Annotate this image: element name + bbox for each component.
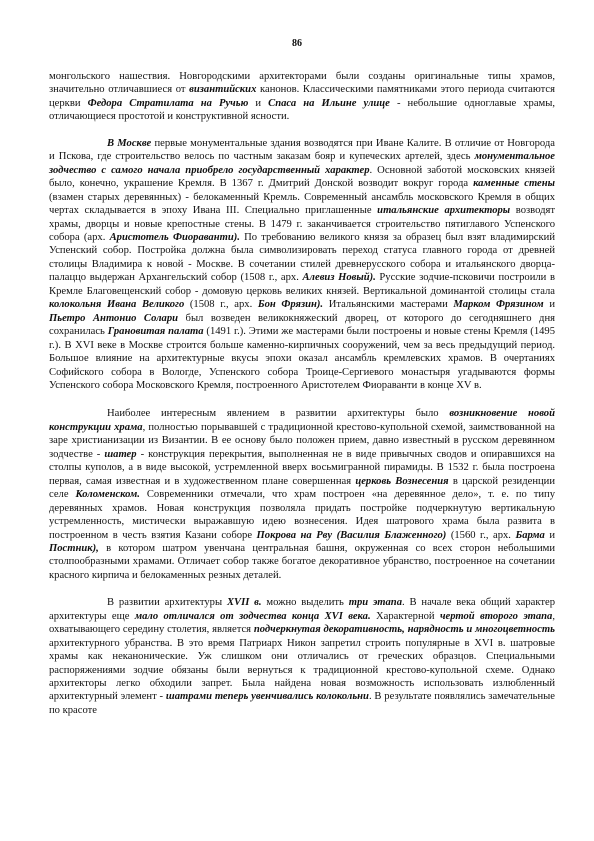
emphasis: Покрова на Рву (Василия Блаженного) <box>256 529 447 541</box>
text-run: , охватывающего середину столетия, является <box>49 610 555 636</box>
text-run: первые монументальные здания возводятся при Иване Калите. В отличие от Новгорода и Пскова, где строительство велось по частным заказам бояр и купеческих артелей, здесь <box>49 137 555 163</box>
emphasis: итальянские архитекторы <box>377 205 511 217</box>
emphasis: монументальное зодчество с самого начала приобрело государственный характер <box>49 151 555 176</box>
text-run: , полностью порывавшей с традиционной крестово-купольной схемой, заимствованной на заре христианизации из Византии. В ее основу было положен прием, давно известный в русском деревянном зодчестве - <box>49 421 555 460</box>
text-run: Характерной <box>370 610 440 622</box>
emphasis: Грановитая палата <box>107 326 204 338</box>
text-run: В развитии архитектуры <box>107 597 227 609</box>
emphasis: византийских <box>189 84 257 96</box>
emphasis: Коломенском. <box>75 489 140 501</box>
text-run: архитектурного убранства. В это время Патриарх Никон запретил строить популярные в XVI в. шатровые храмы как неканонические. Уж слишком они отличались от греческих образцов. Специальными распоряжениями зодчие обязаны были вернуться к традиционной крестово-купольной схеме. Однако архитекторы легко обходили запрет. Была найдена новая возможность использовать излюбленный архитектурный элемент - <box>49 637 555 703</box>
text-run: Современники отмечали, что храм построен «на деревянное дело», т. е. по типу деревянных храмов. Новая конструкция позволяла придать постройке подчеркнутую вертикальную устремленность, мистически выражавшую идею вознесения. Идея шатрового храма была развита в построенном в честь взятия Казани соборе <box>49 489 556 541</box>
text-run: и <box>543 299 555 311</box>
emphasis: Бон Фрязин). <box>257 299 324 311</box>
emphasis: мало отличался от зодчества конца XVI века. <box>134 610 371 622</box>
text-run: возводят храмы, дворцы и новые крепостные стены. В 1479 г. заканчивается строительство пятиглавого Успенского собора (арх. <box>49 205 555 243</box>
emphasis: Пьетро Антонио Солари <box>49 312 179 324</box>
emphasis: каменные стены <box>473 178 555 190</box>
paragraph-novgorod <box>49 70 555 124</box>
text-run: . В начале века общий характер архитектуры еще <box>49 597 555 622</box>
text-run: - конструкция перекрытия, выполненная не в виде привычных сводов и опиравшихся на столпы куполов, а в виде высокой, устремленной вверх восьмигранной пирамиды. В 1532 г. была построена первая, самая известная и в художественном плане совершенная <box>49 448 555 487</box>
emphasis: XVII в. <box>226 597 262 609</box>
text-run: (1560 г., арх. <box>446 529 516 541</box>
emphasis: возникновение новой конструкции храма <box>49 408 555 433</box>
emphasis: Федора Стратилата на Ручью <box>87 97 249 109</box>
text-run: По требованию великого князя за образец был взят владимирский Успенский собор. Постройка должна была символизировать переход статуса главного города от древней столицы Владимира к новой - Москве. В сочетании стилей древнерусского собора и итальянского дворца-палаццо выдержан Архангельский собор (1508 г., арх. <box>49 231 555 284</box>
text-run: - небольшие одноглавые храмы, отличающиеся простотой и конструктивной ясности. <box>49 97 555 123</box>
emphasis: В Москве <box>107 137 152 149</box>
text-run: (1491 г.). Этими же мастерами были построены и новые стены Кремля (1495 г.). В XVI веке в Москве строится больше каменно-кирпичных сооружений, чем за весь предыдущий период. Большое влияние на архитектурные вкусы эпохи оказал ансамбль кремлевских храмов. В очертаниях Софийского собора в Вологде, Успенского собора Троице-Сергиевого монастыря угадываются формы Успенского собора Московского Кремля, построенного Аристотелем Фиораванти в конце XV в. <box>49 326 556 391</box>
paragraph-tent-churches <box>49 407 555 582</box>
paragraph-moscow <box>49 137 555 393</box>
page-number: 86 <box>292 38 302 49</box>
text-run: . В результате появлялись замечательные по красоте <box>49 691 555 716</box>
body-text <box>49 70 555 717</box>
emphasis: Марком Фрязином <box>453 299 544 311</box>
text-run: в котором шатром увенчана центральная башня, окруженная со всех сторон небольшими столпообразными храмами. Отличает собор также богатое декоративное убранство, построенное на сочетании красного кирпича и белокаменных резных деталей. <box>49 542 555 581</box>
text-run: Русские зодчие-псковичи построили в Кремле Благовещенский собор - домовую церковь великих князей. Вертикальной доминантой столицы стала <box>49 272 555 297</box>
text-run: (взамен старых деревянных) - белокаменный Кремль. Современный ансамбль московского Кремля в общих чертах складывается в эпоху Ивана III. Специально приглашенные <box>49 191 555 217</box>
text-run: и <box>544 529 556 541</box>
text-run: Наиболее интересным явлением в развитии архитектуры было <box>107 408 450 420</box>
emphasis: церковь Вознесения <box>355 475 449 487</box>
emphasis: шатрами теперь увенчивались колокольни <box>165 691 369 703</box>
text-run: Итальянскими мастерами <box>323 299 454 311</box>
text-run: . Основной заботой московских князей было, конечно, украшение Кремля. В 1367 г. Дмитрий Донской возводит вокруг города <box>49 164 555 190</box>
emphasis: Постник), <box>49 542 99 554</box>
emphasis: подчеркнутая декоративность, нарядность и многоцветность <box>253 624 555 636</box>
emphasis: три этапа <box>348 597 402 609</box>
text-run: канонов. Классическими памятниками этого периода считаются церкви <box>49 84 555 109</box>
text-run: был возведен великокняжеский дворец, от которого до сегодняшнего дня сохранилась <box>49 312 555 338</box>
emphasis: чертой второго этапа <box>439 610 553 622</box>
text-run: и <box>248 97 269 109</box>
emphasis: Спаса на Ильине улице <box>268 97 390 109</box>
paragraph-17th-century <box>49 596 555 717</box>
emphasis: колокольня Ивана Великого <box>49 299 185 311</box>
text-run: монгольского нашествия. Новгородскими архитекторами были созданы оригинальные типы храмов, значительно отличавшиеся от <box>49 71 555 96</box>
text-run: в царской резиденции селе <box>49 475 555 501</box>
emphasis: Алевиз Новый). <box>302 272 376 284</box>
emphasis: Барма <box>515 529 545 541</box>
text-run: можно выделить <box>261 597 349 609</box>
emphasis: шатер <box>104 448 137 460</box>
emphasis: Аристотель Фиораванти). <box>109 231 240 243</box>
text-run: (1508 г., арх. <box>184 299 258 311</box>
